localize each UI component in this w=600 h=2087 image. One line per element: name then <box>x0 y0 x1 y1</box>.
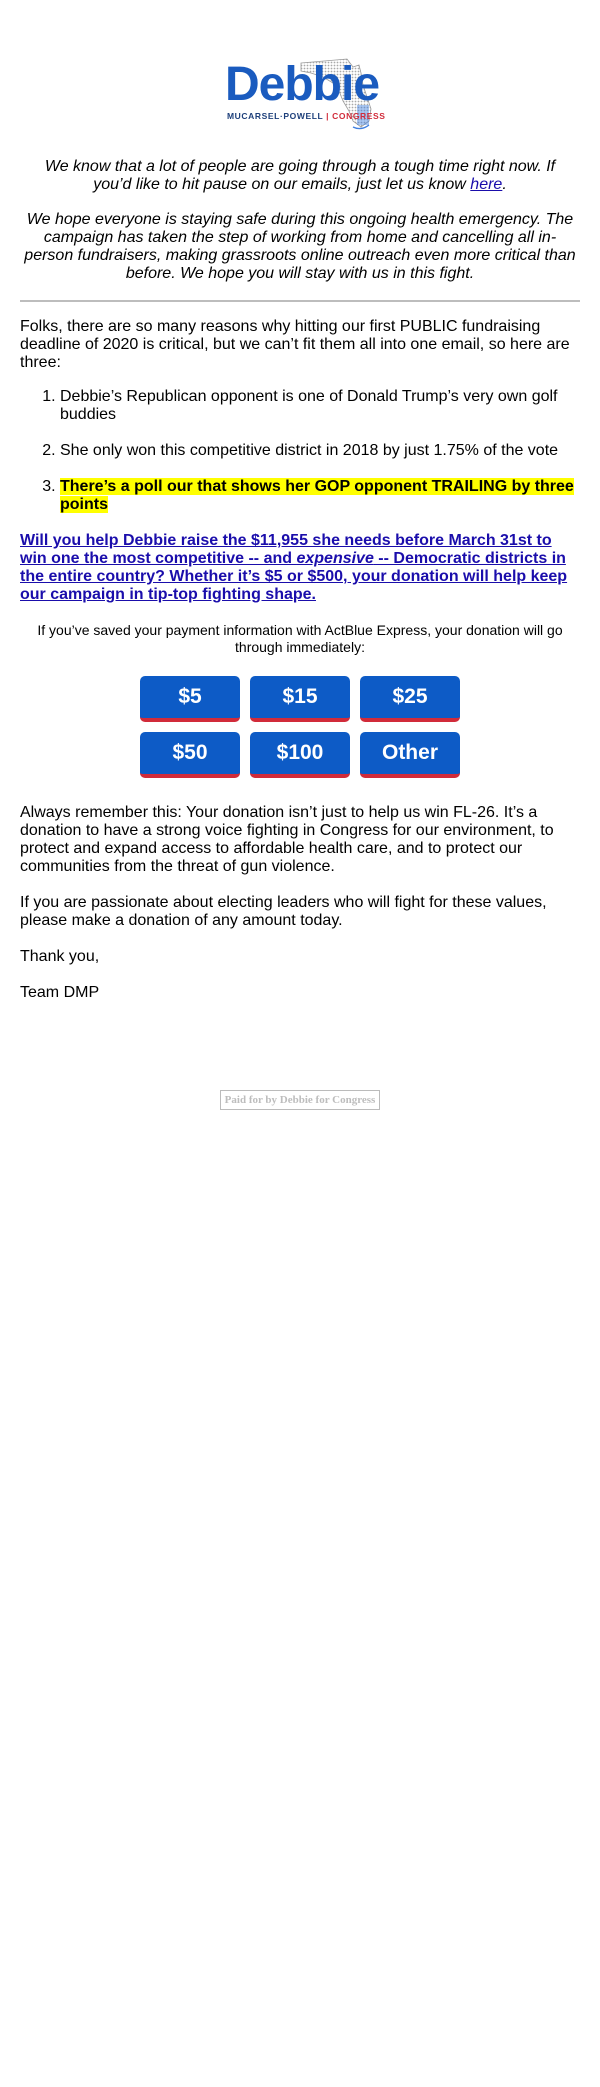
closing-paragraph-1: Always remember this: Your donation isn’t just to help us win FL-26. It’s a donation to have a strong voice fighting in Congress for our environment, to protect and expand access to affordable health care, and to protect our communities from the threat of gun violence. <box>20 804 554 875</box>
paid-for-disclaimer: Paid for by Debbie for Congress <box>220 1090 381 1110</box>
email-body <box>20 55 580 1110</box>
donate-100-button[interactable]: $100 <box>250 732 350 778</box>
reason-item: 2. She only won this competitive district in 2018 by just 1.75% of the vote <box>60 442 580 460</box>
signature: Team DMP <box>20 984 100 1001</box>
intro-paragraph-1: We know that a lot of people are going through a tough time right now. If you’d like to hit pause on our emails, just let us know here. <box>44 158 556 193</box>
donate-5-button[interactable]: $5 <box>140 676 240 722</box>
unsubscribe-link[interactable]: here <box>470 176 503 193</box>
reasons-list <box>20 388 580 514</box>
campaign-logo <box>20 55 580 130</box>
donate-50-button[interactable]: $50 <box>140 732 240 778</box>
donate-15-button[interactable]: $15 <box>250 676 350 722</box>
closing-message <box>20 804 580 1002</box>
donate-cta-link[interactable]: Will you help Debbie raise the $11,955 she needs before March 31st to win one the most competitive -- and expensive -- Democratic districts in the entire country? Whether it’s $5 or $500, your donation will help keep our campaign in tip-top fighting shape. <box>20 532 568 603</box>
intro-message <box>24 158 576 283</box>
main-message <box>20 318 580 372</box>
divider <box>20 300 580 302</box>
donation-buttons <box>135 676 465 778</box>
reason-item <box>60 478 580 514</box>
lead-paragraph: Folks, there are so many reasons why hitting our first PUBLIC fundraising deadline of 2020 is critical, but we can’t fit them all into one email, so here are three: <box>20 318 570 371</box>
actblue-note: If you’ve saved your payment information with ActBlue Express, your donation will go through immediately: <box>37 622 563 655</box>
logo-wordmark: Debbie <box>225 58 380 111</box>
footer <box>20 1090 580 1110</box>
intro-paragraph-2: We hope everyone is staying safe during this ongoing health emergency. The campaign has taken the step of working from home and cancelling all in-person fundraisers, making grassroots online outreach even more critical than before. We hope you will stay with us in this fight. <box>24 211 576 282</box>
reason-item: 1. Debbie’s Republican opponent is one of Donald Trump’s very own golf buddies <box>60 388 580 424</box>
highlighted-reason: There’s a poll our that shows her GOP opponent TRAILING by three points <box>60 478 574 513</box>
closing-paragraph-2: If you are passionate about electing leaders who will fight for these values, please make a donation of any amount today. <box>20 894 547 929</box>
logo-subtitle: MUCARSEL·POWELL | CONGRESS <box>227 111 386 121</box>
donate-other-button[interactable]: Other <box>360 732 460 778</box>
sign-off: Thank you, <box>20 948 100 965</box>
donate-25-button[interactable]: $25 <box>360 676 460 722</box>
